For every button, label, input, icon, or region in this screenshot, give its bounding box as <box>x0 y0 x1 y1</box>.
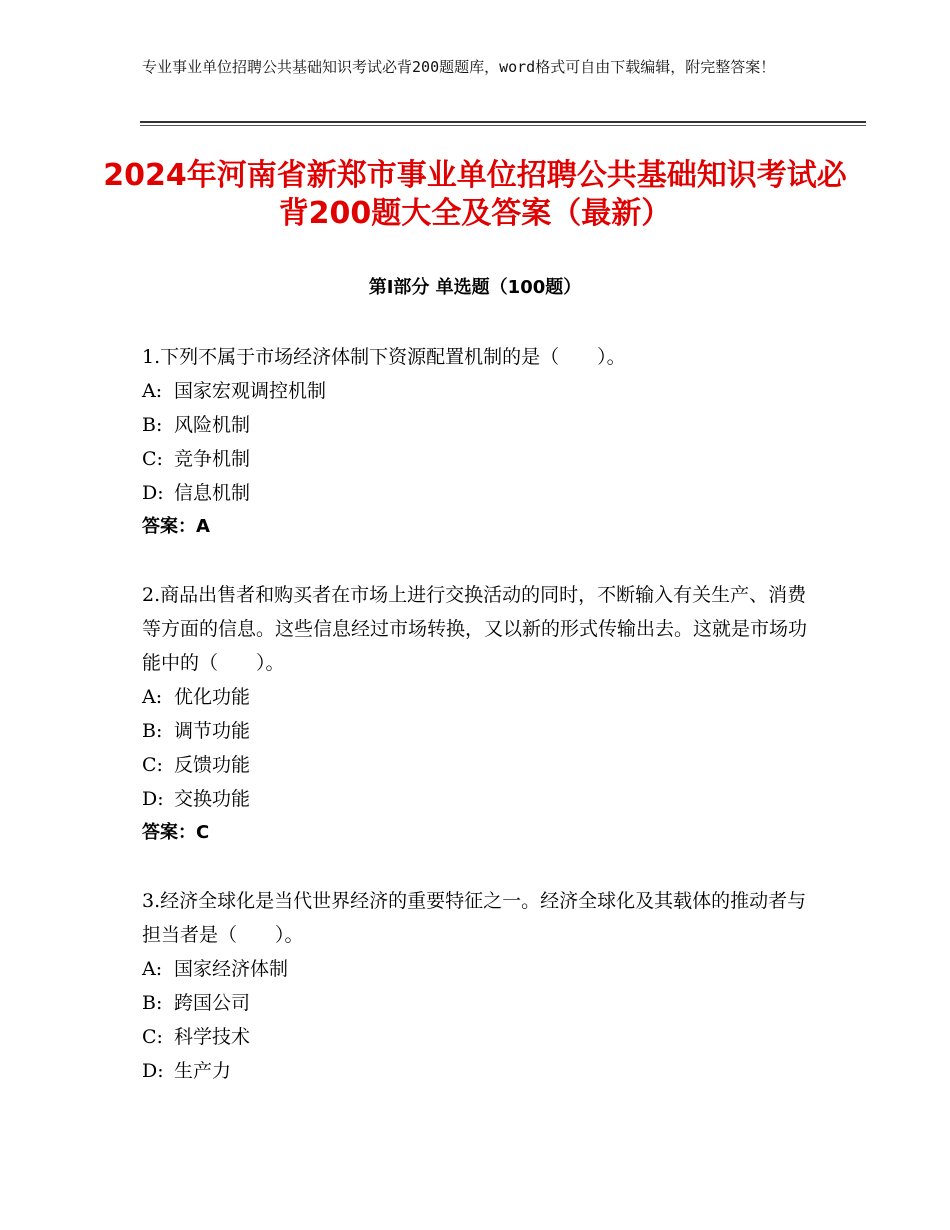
option-letter: C: <box>142 448 163 470</box>
header-divider-thick <box>140 121 866 123</box>
option-d <box>142 1054 810 1088</box>
option-letter: C: <box>142 1026 163 1048</box>
option-text: 调节功能 <box>174 720 251 742</box>
option-letter: C: <box>142 754 163 776</box>
header-divider-thin <box>140 125 866 126</box>
section-heading: 第Ⅰ部分 单选题（100题） <box>368 277 582 298</box>
answer-line: 答案：C <box>142 822 210 843</box>
option-letter: D: <box>142 788 164 810</box>
option-c <box>142 442 810 476</box>
option-a <box>142 952 810 986</box>
option-letter: B: <box>142 992 163 1014</box>
option-letter: B: <box>142 720 163 742</box>
option-d <box>142 782 810 816</box>
option-d <box>142 476 810 510</box>
question-2 <box>142 578 810 850</box>
header-note: 专业事业单位招聘公共基础知识考试必背200题题库，word格式可自由下载编辑，附完整答案！ <box>142 58 776 76</box>
option-text: 国家经济体制 <box>174 958 289 980</box>
option-text: 跨国公司 <box>174 992 251 1014</box>
question-list <box>142 340 810 1122</box>
question-3 <box>142 884 810 1088</box>
option-b <box>142 986 810 1020</box>
option-letter: D: <box>142 1060 164 1082</box>
option-b <box>142 714 810 748</box>
option-text: 优化功能 <box>174 686 251 708</box>
option-text: 信息机制 <box>174 482 251 504</box>
question-1 <box>142 340 810 544</box>
option-a <box>142 374 810 408</box>
option-a <box>142 680 810 714</box>
option-letter: A: <box>142 958 163 980</box>
question-stem: 2.商品出售者和购买者在市场上进行交换活动的同时，不断输入有关生产、消费等方面的信息。这些信息经过市场转换，又以新的形式传输出去。这就是市场功能中的（ ）。 <box>142 584 808 674</box>
question-stem: 3.经济全球化是当代世界经济的重要特征之一。经济全球化及其载体的推动者与担当者是（ ）。 <box>142 890 807 946</box>
option-text: 生产力 <box>174 1060 232 1082</box>
option-text: 反馈功能 <box>174 754 251 776</box>
option-text: 竞争机制 <box>174 448 251 470</box>
option-letter: A: <box>142 686 163 708</box>
option-letter: D: <box>142 482 164 504</box>
option-c <box>142 748 810 782</box>
option-letter: A: <box>142 380 163 402</box>
answer-line: 答案：A <box>142 516 210 537</box>
document-title: 2024年河南省新郑市事业单位招聘公共基础知识考试必背200题大全及答案（最新） <box>103 158 847 231</box>
option-text: 风险机制 <box>174 414 251 436</box>
option-text: 科学技术 <box>174 1026 251 1048</box>
option-text: 国家宏观调控机制 <box>174 380 327 402</box>
option-b <box>142 408 810 442</box>
option-text: 交换功能 <box>174 788 251 810</box>
option-letter: B: <box>142 414 163 436</box>
option-c <box>142 1020 810 1054</box>
question-stem: 1.下列不属于市场经济体制下资源配置机制的是（ ）。 <box>142 346 626 368</box>
